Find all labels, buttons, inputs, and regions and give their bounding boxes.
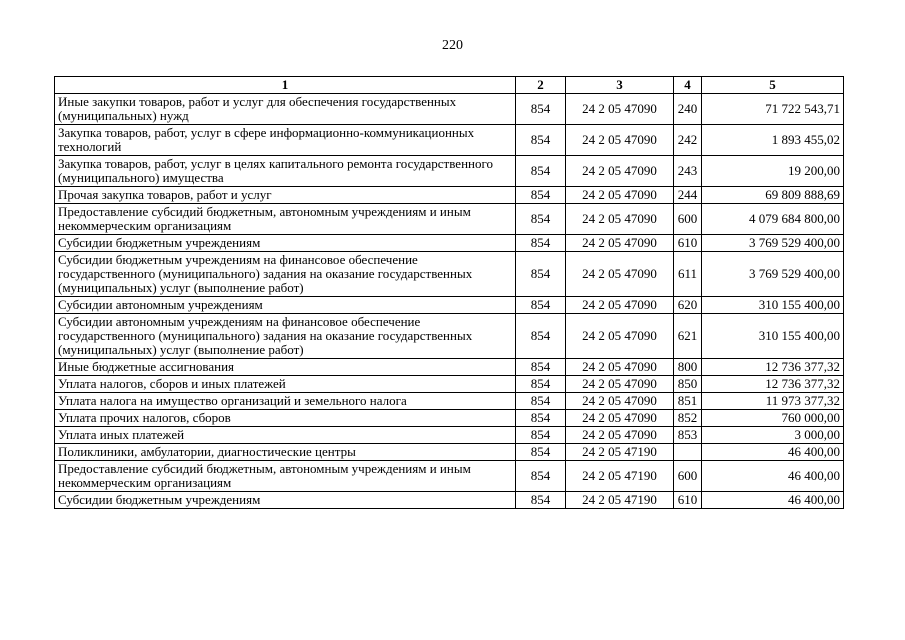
row-admin-code: 854	[516, 444, 566, 461]
row-target-article: 24 2 05 47090	[566, 125, 674, 156]
row-name: Субсидии бюджетным учреждениям	[55, 492, 516, 509]
row-amount: 11 973 377,32	[702, 393, 844, 410]
header-col-4: 4	[674, 77, 702, 94]
row-amount: 46 400,00	[702, 492, 844, 509]
row-admin-code: 854	[516, 125, 566, 156]
row-amount: 69 809 888,69	[702, 187, 844, 204]
table-header-row	[55, 77, 844, 94]
row-target-article: 24 2 05 47090	[566, 252, 674, 297]
row-expense-type: 243	[674, 156, 702, 187]
row-name: Уплата налога на имущество организаций и земельного налога	[55, 393, 516, 410]
row-target-article: 24 2 05 47190	[566, 444, 674, 461]
row-amount: 12 736 377,32	[702, 376, 844, 393]
row-name: Прочая закупка товаров, работ и услуг	[55, 187, 516, 204]
row-target-article: 24 2 05 47090	[566, 427, 674, 444]
row-admin-code: 854	[516, 94, 566, 125]
row-target-article: 24 2 05 47090	[566, 235, 674, 252]
row-expense-type: 610	[674, 492, 702, 509]
row-amount: 71 722 543,71	[702, 94, 844, 125]
row-admin-code: 854	[516, 461, 566, 492]
row-target-article: 24 2 05 47090	[566, 187, 674, 204]
row-amount: 310 155 400,00	[702, 297, 844, 314]
table-row	[55, 125, 844, 156]
row-amount: 12 736 377,32	[702, 359, 844, 376]
row-expense-type: 611	[674, 252, 702, 297]
row-admin-code: 854	[516, 410, 566, 427]
row-expense-type: 610	[674, 235, 702, 252]
table-row	[55, 492, 844, 509]
header-col-5: 5	[702, 77, 844, 94]
row-target-article: 24 2 05 47190	[566, 492, 674, 509]
table-row	[55, 187, 844, 204]
budget-table	[54, 76, 844, 509]
row-amount: 46 400,00	[702, 461, 844, 492]
row-name: Иные закупки товаров, работ и услуг для обеспечения государственных (муниципальных) нужд	[55, 94, 516, 125]
row-admin-code: 854	[516, 297, 566, 314]
row-name: Предоставление субсидий бюджетным, автономным учреждениям и иным некоммерческим организациям	[55, 461, 516, 492]
row-name: Субсидии автономным учреждениям на финансовое обеспечение государственного (муниципального) задания на оказание государственных (муниципальных) услуг (выполнение работ)	[55, 314, 516, 359]
row-admin-code: 854	[516, 359, 566, 376]
header-col-3: 3	[566, 77, 674, 94]
row-target-article: 24 2 05 47190	[566, 461, 674, 492]
table-row	[55, 376, 844, 393]
table-row	[55, 461, 844, 492]
row-target-article: 24 2 05 47090	[566, 393, 674, 410]
row-expense-type: 851	[674, 393, 702, 410]
row-name: Субсидии бюджетным учреждениям на финансовое обеспечение государственного (муниципального) задания на оказание государственных (муниципальных) услуг (выполнение работ)	[55, 252, 516, 297]
row-target-article: 24 2 05 47090	[566, 410, 674, 427]
row-admin-code: 854	[516, 376, 566, 393]
row-amount: 760 000,00	[702, 410, 844, 427]
row-admin-code: 854	[516, 156, 566, 187]
row-expense-type: 800	[674, 359, 702, 376]
row-target-article: 24 2 05 47090	[566, 204, 674, 235]
row-amount: 3 769 529 400,00	[702, 235, 844, 252]
row-target-article: 24 2 05 47090	[566, 156, 674, 187]
row-expense-type: 242	[674, 125, 702, 156]
row-admin-code: 854	[516, 314, 566, 359]
row-admin-code: 854	[516, 492, 566, 509]
row-expense-type: 240	[674, 94, 702, 125]
row-name: Закупка товаров, работ, услуг в целях капитального ремонта государственного (муниципального) имущества	[55, 156, 516, 187]
row-expense-type: 621	[674, 314, 702, 359]
table-row	[55, 235, 844, 252]
table-row	[55, 359, 844, 376]
row-expense-type: 600	[674, 204, 702, 235]
row-amount: 1 893 455,02	[702, 125, 844, 156]
row-admin-code: 854	[516, 187, 566, 204]
row-expense-type: 850	[674, 376, 702, 393]
table-row	[55, 314, 844, 359]
row-target-article: 24 2 05 47090	[566, 94, 674, 125]
page-number: 220	[442, 38, 463, 53]
header-col-2: 2	[516, 77, 566, 94]
row-amount: 310 155 400,00	[702, 314, 844, 359]
row-target-article: 24 2 05 47090	[566, 359, 674, 376]
row-admin-code: 854	[516, 252, 566, 297]
table-row	[55, 427, 844, 444]
row-name: Уплата налогов, сборов и иных платежей	[55, 376, 516, 393]
row-expense-type	[674, 444, 702, 461]
row-target-article: 24 2 05 47090	[566, 376, 674, 393]
row-admin-code: 854	[516, 204, 566, 235]
table-row	[55, 297, 844, 314]
row-name: Субсидии бюджетным учреждениям	[55, 235, 516, 252]
table-row	[55, 156, 844, 187]
row-name: Поликлиники, амбулатории, диагностические центры	[55, 444, 516, 461]
row-expense-type: 852	[674, 410, 702, 427]
row-amount: 4 079 684 800,00	[702, 204, 844, 235]
row-expense-type: 244	[674, 187, 702, 204]
header-col-1: 1	[55, 77, 516, 94]
row-target-article: 24 2 05 47090	[566, 297, 674, 314]
row-expense-type: 600	[674, 461, 702, 492]
row-admin-code: 854	[516, 235, 566, 252]
table-row	[55, 444, 844, 461]
row-name: Субсидии автономным учреждениям	[55, 297, 516, 314]
table-body	[55, 94, 844, 509]
row-name: Предоставление субсидий бюджетным, автономным учреждениям и иным некоммерческим организациям	[55, 204, 516, 235]
row-name: Иные бюджетные ассигнования	[55, 359, 516, 376]
table-row	[55, 204, 844, 235]
table-row	[55, 393, 844, 410]
table-row	[55, 410, 844, 427]
row-amount: 3 000,00	[702, 427, 844, 444]
table-row	[55, 94, 844, 125]
row-name: Уплата иных платежей	[55, 427, 516, 444]
row-amount: 46 400,00	[702, 444, 844, 461]
row-target-article: 24 2 05 47090	[566, 314, 674, 359]
row-amount: 19 200,00	[702, 156, 844, 187]
row-admin-code: 854	[516, 427, 566, 444]
row-expense-type: 853	[674, 427, 702, 444]
row-name: Уплата прочих налогов, сборов	[55, 410, 516, 427]
row-admin-code: 854	[516, 393, 566, 410]
row-amount: 3 769 529 400,00	[702, 252, 844, 297]
row-expense-type: 620	[674, 297, 702, 314]
table-row	[55, 252, 844, 297]
row-name: Закупка товаров, работ, услуг в сфере информационно-коммуникационных технологий	[55, 125, 516, 156]
